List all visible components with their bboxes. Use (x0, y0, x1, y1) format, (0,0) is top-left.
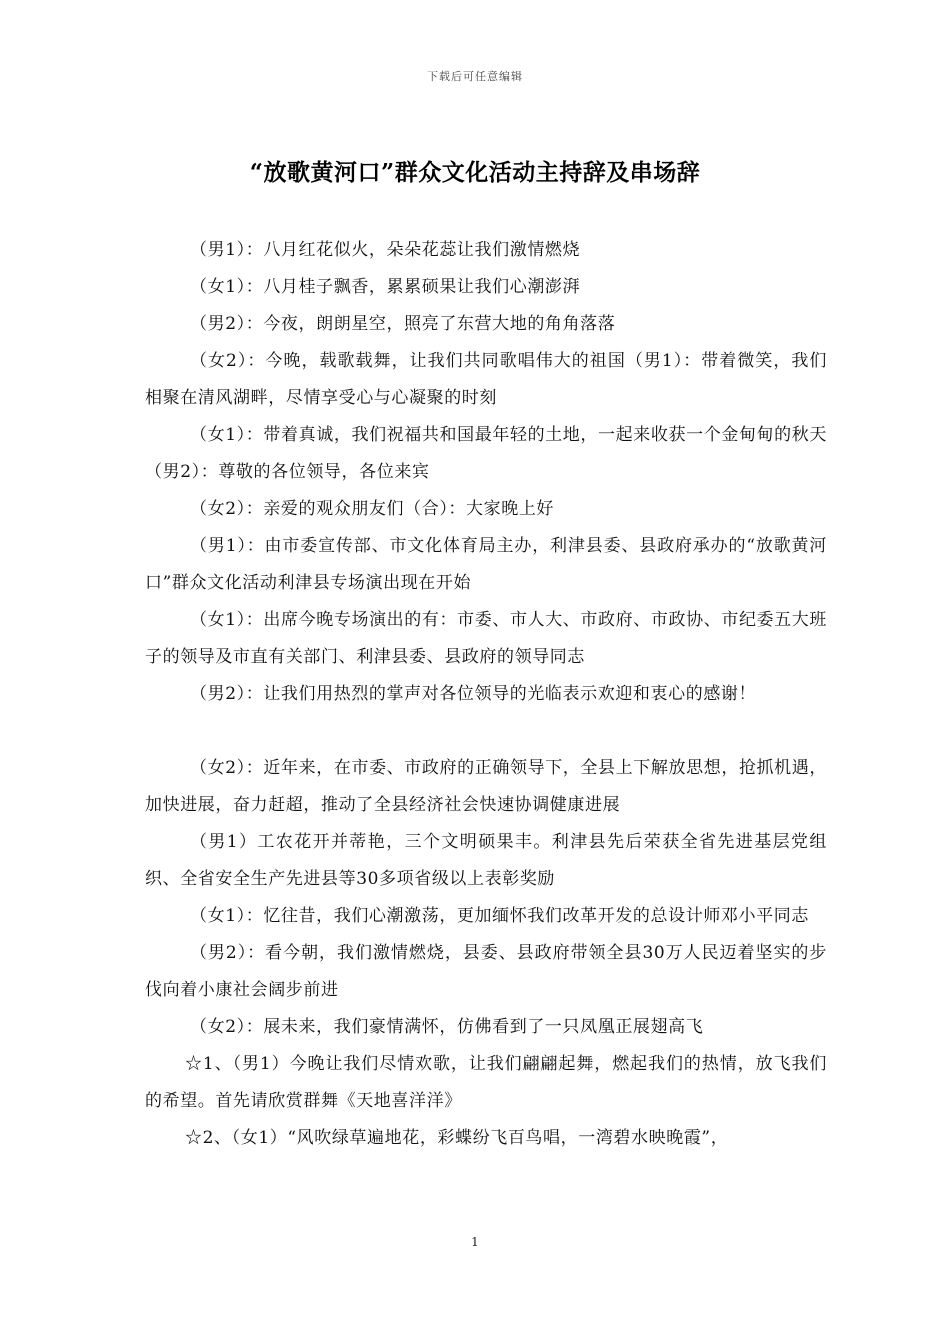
page-number: 1 (471, 1235, 479, 1249)
paragraph: （女2）：近年来，在市委、市政府的正确领导下，全县上下解放思想，抢抓机遇，加快进展，奋力赶超，推动了全县经济社会快速协调健康进展 (145, 758, 827, 815)
paragraph: ☆2、（女1）“风吹绿草遍地花，彩蝶纷飞百鸟唱，一湾碧水映晚霞”， (185, 1128, 729, 1148)
paragraph: （女1）：八月桂子飘香，累累硕果让我们心潮澎湃 (190, 277, 581, 297)
blank-line (145, 713, 827, 750)
paragraph: （男1）：八月红花似火，朵朵花蕊让我们激情燃烧 (190, 240, 581, 260)
paragraph: （女1）：带着真诚，我们祝福共和国最年轻的土地，一起来收获一个金甸甸的秋天（男2）：尊敬的各位领导，各位来宾 (145, 425, 827, 482)
paragraph: （男2）：今夜，朗朗星空，照亮了东营大地的角角落落 (190, 314, 616, 334)
paragraph: （女1）：出席今晚专场演出的有：市委、市人大、市政府、市政协、市纪委五大班子的领导及市直有关部门、利津县委、县政府的领导同志 (145, 610, 827, 667)
paragraph: （男2）：看今朝，我们激情燃烧，县委、县政府带领全县30万人民迈着坚实的步伐向着小康社会阔步前进 (145, 943, 827, 1000)
paragraph: （女2）：展未来，我们豪情满怀，仿佛看到了一只凤凰正展翅高飞 (190, 1017, 704, 1037)
page-title: “放歌黄河口”群众文化活动主持辞及串场辞 (249, 159, 701, 186)
paragraph: ☆1、（男1）今晚让我们尽情欢歌，让我们翩翩起舞，燃起我们的热情，放飞我们的希望。首先请欣赏群舞《天地喜洋洋》 (145, 1054, 827, 1111)
paragraph: （女1）：忆往昔，我们心潮激荡，更加缅怀我们改革开发的总设计师邓小平同志 (190, 906, 809, 926)
paragraph: （女2）：今晚，载歌载舞，让我们共同歌唱伟大的祖国（男1）：带着微笑，我们相聚在清风湖畔，尽情享受心与心凝聚的时刻 (145, 351, 827, 408)
paragraph: （男1）工农花开并蒂艳，三个文明硕果丰。利津县先后荣获全省先进基层党组织、全省安全生产先进县等30多项省级以上表彰奖励 (145, 832, 827, 889)
document-body (145, 232, 827, 1157)
paragraph: （女2）：亲爱的观众朋友们（合）：大家晚上好 (190, 499, 555, 519)
header-note: 下载后可任意编辑 (427, 70, 523, 83)
paragraph: （男1）：由市委宣传部、市文化体育局主办，利津县委、县政府承办的“放歌黄河口”群众文化活动利津县专场演出现在开始 (145, 536, 827, 593)
paragraph: （男2）：让我们用热烈的掌声对各位领导的光临表示欢迎和衷心的感谢！ (190, 684, 757, 704)
